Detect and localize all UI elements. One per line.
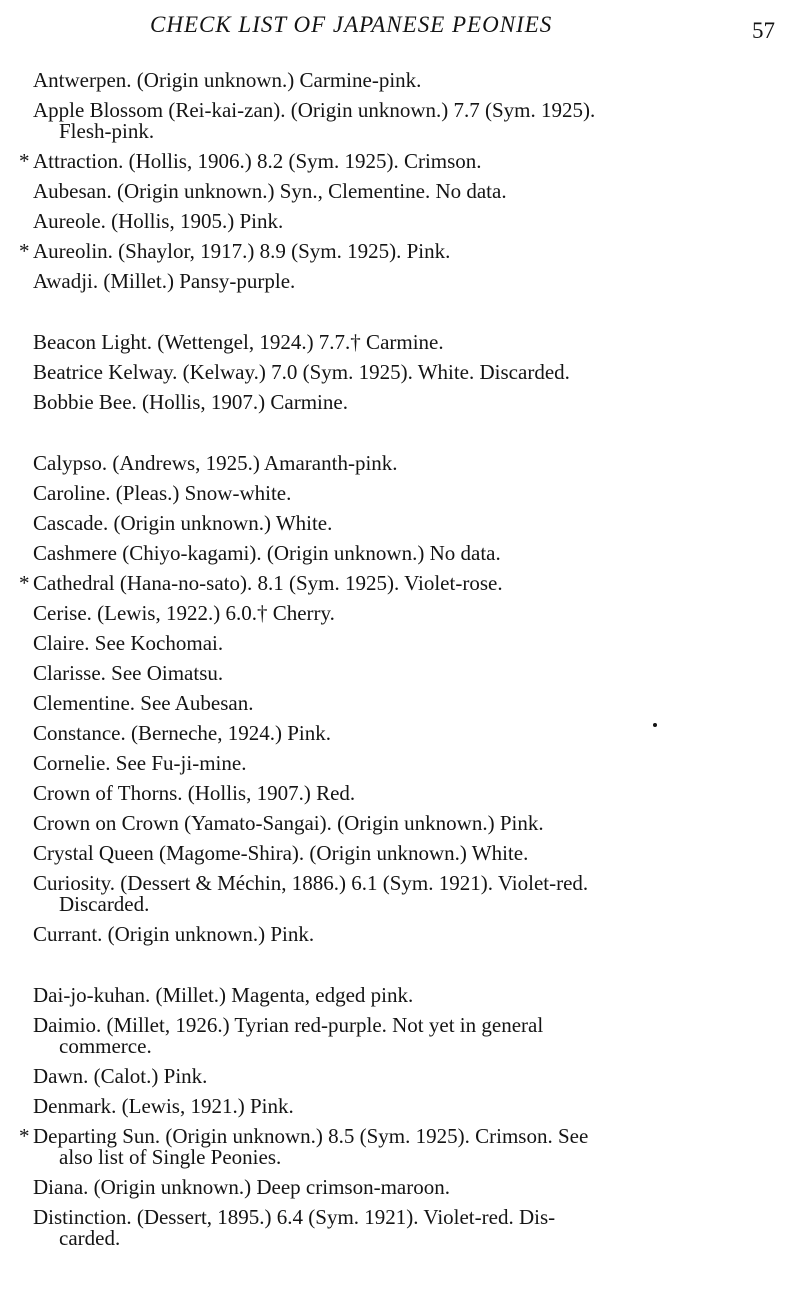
entry-continuation: Flesh-pink. — [59, 119, 155, 143]
entry-text: Attraction. (Hollis, 1906.) 8.2 (Sym. 1925). Crimson. — [33, 149, 482, 173]
list-item — [0, 985, 800, 1006]
list-item — [0, 1177, 800, 1198]
list-item — [0, 603, 800, 624]
entry-text: Clarisse. See Oimatsu. — [33, 661, 224, 685]
checklist-entries — [0, 70, 800, 1258]
entry-text: Antwerpen. (Origin unknown.) Carmine-pink. — [33, 68, 422, 92]
list-item — [0, 70, 800, 91]
list-item — [0, 453, 800, 474]
star-marker: * — [19, 239, 30, 263]
entry-text: Crown of Thorns. (Hollis, 1907.) Red. — [33, 781, 356, 805]
entry-text: Dawn. (Calot.) Pink. — [33, 1064, 208, 1088]
entry-text: Constance. (Berneche, 1924.) Pink. — [33, 721, 332, 745]
section-b — [0, 332, 800, 413]
entry-text: Daimio. (Millet, 1926.) Tyrian red-purple. Not yet in general — [33, 1013, 544, 1037]
entry-text: Crown on Crown (Yamato-Sangai). (Origin unknown.) Pink. — [33, 811, 544, 835]
entry-text: Apple Blossom (Rei-kai-zan). (Origin unknown.) 7.7 (Sym. 1925). — [33, 98, 596, 122]
list-item — [0, 151, 800, 172]
star-marker: * — [19, 1124, 30, 1148]
entry-text: Beacon Light. (Wettengel, 1924.) 7.7.† Carmine. — [33, 330, 444, 354]
entry-text: Cashmere (Chiyo-kagami). (Origin unknown.) No data. — [33, 541, 501, 565]
entry-continuation: commerce. — [59, 1034, 152, 1058]
entry-text: Bobbie Bee. (Hollis, 1907.) Carmine. — [33, 390, 348, 414]
list-item — [0, 332, 800, 353]
list-item — [0, 100, 800, 142]
entry-text: Cerise. (Lewis, 1922.) 6.0.† Cherry. — [33, 601, 335, 625]
entry-text: Dai-jo-kuhan. (Millet.) Magenta, edged pink. — [33, 983, 414, 1007]
entry-continuation: also list of Single Peonies. — [59, 1145, 282, 1169]
list-item — [0, 513, 800, 534]
list-item — [0, 723, 800, 744]
entry-text: Crystal Queen (Magome-Shira). (Origin unknown.) White. — [33, 841, 529, 865]
entry-text: Calypso. (Andrews, 1925.) Amaranth-pink. — [33, 451, 398, 475]
section-c — [0, 453, 800, 945]
entry-text: Currant. (Origin unknown.) Pink. — [33, 922, 315, 946]
list-item — [0, 1207, 800, 1249]
list-item — [0, 813, 800, 834]
entry-text: Awadji. (Millet.) Pansy-purple. — [33, 269, 296, 293]
section-gap — [0, 301, 800, 332]
entry-text: Aubesan. (Origin unknown.) Syn., Clementine. No data. — [33, 179, 507, 203]
list-item — [0, 1096, 800, 1117]
list-item — [0, 241, 800, 262]
entry-text: Clementine. See Aubesan. — [33, 691, 254, 715]
section-gap — [0, 954, 800, 985]
section-a — [0, 70, 800, 292]
entry-continuation: carded. — [59, 1226, 121, 1250]
list-item — [0, 663, 800, 684]
entry-text: Curiosity. (Dessert & Méchin, 1886.) 6.1 (Sym. 1921). Violet-red. — [33, 871, 589, 895]
list-item — [0, 181, 800, 202]
list-item — [0, 211, 800, 232]
list-item — [0, 753, 800, 774]
list-item — [0, 924, 800, 945]
entry-text: Cathedral (Hana-no-sato). 8.1 (Sym. 1925). Violet-rose. — [33, 571, 503, 595]
page-header — [0, 12, 800, 44]
stray-ink-dot — [653, 723, 657, 727]
list-item — [0, 693, 800, 714]
entry-text: Caroline. (Pleas.) Snow-white. — [33, 481, 292, 505]
entry-text: Diana. (Origin unknown.) Deep crimson-maroon. — [33, 1175, 450, 1199]
list-item — [0, 392, 800, 413]
list-item — [0, 362, 800, 383]
list-item — [0, 271, 800, 292]
list-item — [0, 1066, 800, 1087]
list-item — [0, 483, 800, 504]
star-marker: * — [19, 149, 30, 173]
entry-text: Cascade. (Origin unknown.) White. — [33, 511, 333, 535]
entry-text: Cornelie. See Fu-ji-mine. — [33, 751, 247, 775]
list-item — [0, 543, 800, 564]
list-item — [0, 1126, 800, 1168]
list-item — [0, 783, 800, 804]
entry-text: Beatrice Kelway. (Kelway.) 7.0 (Sym. 1925). White. Discarded. — [33, 360, 570, 384]
entry-text: Claire. See Kochomai. — [33, 631, 224, 655]
entry-text: Departing Sun. (Origin unknown.) 8.5 (Sym. 1925). Crimson. See — [33, 1124, 589, 1148]
entry-text: Aureole. (Hollis, 1905.) Pink. — [33, 209, 284, 233]
section-gap — [0, 422, 800, 453]
entry-text: Distinction. (Dessert, 1895.) 6.4 (Sym. 1921). Violet-red. Dis- — [33, 1205, 556, 1229]
list-item — [0, 873, 800, 915]
page-number: 57 — [752, 18, 775, 43]
running-title: CHECK LIST OF JAPANESE PEONIES — [150, 12, 553, 37]
section-d — [0, 985, 800, 1249]
list-item — [0, 633, 800, 654]
list-item — [0, 573, 800, 594]
star-marker: * — [19, 571, 30, 595]
entry-text: Denmark. (Lewis, 1921.) Pink. — [33, 1094, 294, 1118]
entry-continuation: Discarded. — [59, 892, 150, 916]
entry-text: Aureolin. (Shaylor, 1917.) 8.9 (Sym. 1925). Pink. — [33, 239, 451, 263]
list-item — [0, 843, 800, 864]
list-item — [0, 1015, 800, 1057]
